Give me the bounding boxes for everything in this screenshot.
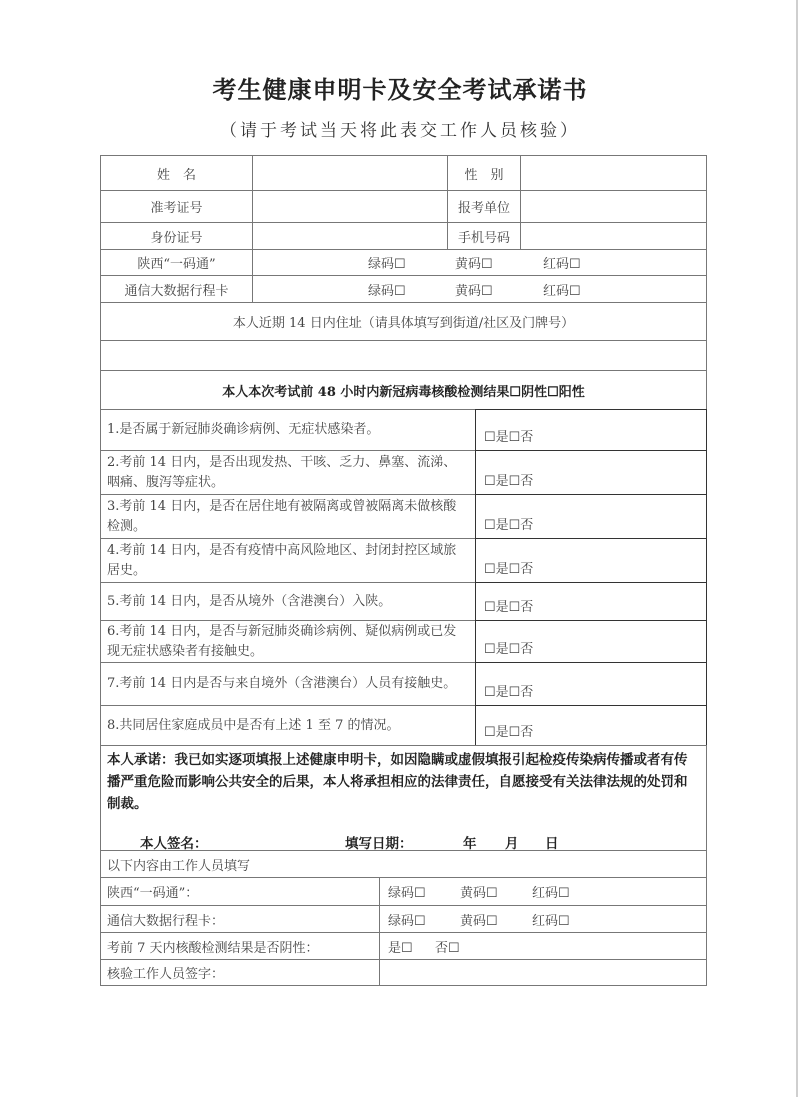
unit-field[interactable] (520, 190, 707, 223)
signature-label: 本人签名： (140, 836, 208, 852)
trip-card-label: 通信大数据行程卡 (100, 275, 253, 303)
question-text: 5.考前 14 日内，是否从境外（含港澳台）入陕。 (100, 582, 476, 621)
id-field[interactable] (252, 222, 448, 250)
question-text: 7.考前 14 日内是否与来自境外（含港澳台）人员有接触史。 (100, 662, 476, 706)
shaanxi-code-options (252, 249, 707, 276)
address-field[interactable] (100, 340, 707, 371)
staff-header: 以下内容由工作人员填写 (100, 850, 707, 878)
staff-yellow-checkbox[interactable]: 黄码☐ (460, 886, 498, 901)
page-subtitle: （请于考试当天将此表交工作人员核验） (220, 121, 580, 141)
date-label: 填写日期： (345, 836, 413, 852)
exam-no-field[interactable] (252, 190, 448, 223)
question-answer-checkbox[interactable]: ☐是☐否 (475, 450, 707, 495)
red-code-checkbox[interactable]: 红码☐ (543, 257, 581, 272)
question-text: 1.是否属于新冠肺炎确诊病例、无症状感染者。 (100, 409, 476, 451)
question-answer-checkbox[interactable]: ☐是☐否 (475, 705, 707, 746)
gender-label: 性 别 (447, 155, 521, 191)
question-answer-checkbox[interactable]: ☐是☐否 (475, 620, 707, 663)
verifier-label: 核验工作人员签字： (100, 959, 380, 986)
name-label: 姓 名 (100, 155, 253, 191)
question-answer-checkbox[interactable]: ☐是☐否 (475, 662, 707, 706)
staff-shaanxi-options (379, 877, 707, 906)
question-text: 2.考前 14 日内，是否出现发热、干咳、乏力、鼻塞、流涕、咽痛、腹泻等症状。 (100, 450, 476, 495)
question-text: 4.考前 14 日内，是否有疫情中高风险地区、封闭封控区域旅居史。 (100, 538, 476, 583)
staff-test-yes-checkbox[interactable]: 是☐ (388, 940, 413, 956)
staff-test-no-checkbox[interactable]: 否☐ (435, 940, 460, 956)
shaanxi-code-label: 陕西“一码通” (100, 249, 253, 276)
gender-field[interactable] (520, 155, 707, 191)
staff-green-checkbox[interactable]: 绿码☐ (388, 886, 426, 901)
question-text: 8.共同居住家庭成员中是否有上述 1 至 7 的情况。 (100, 705, 476, 746)
trip-card-options (252, 275, 707, 303)
page-title: 考生健康申明卡及安全考试承诺书 (212, 75, 588, 104)
question-text: 3.考前 14 日内，是否在居住地有被隔离或曾被隔离未做核酸检测。 (100, 494, 476, 539)
staff-trip-green-checkbox[interactable]: 绿码☐ (388, 913, 426, 929)
question-answer-checkbox[interactable]: ☐是☐否 (475, 538, 707, 583)
phone-field[interactable] (520, 222, 707, 250)
date-year: 年 (463, 836, 477, 852)
staff-red-checkbox[interactable]: 红码☐ (532, 886, 570, 901)
question-answer-checkbox[interactable]: ☐是☐否 (475, 494, 707, 539)
id-label: 身份证号 (100, 222, 253, 250)
pledge-text: 本人承诺：我已如实逐项填报上述健康申明卡，如因隐瞒或虚假填报引起检疫传染病传播或者有传播严重危险而影响公共安全的后果，本人将承担相应的法律责任，自愿接受有关法律法规的处罚和制裁。 (107, 752, 688, 812)
staff-trip-red-checkbox[interactable]: 红码☐ (532, 913, 570, 929)
trip-green-checkbox[interactable]: 绿码☐ (368, 283, 406, 299)
date-month: 月 (505, 836, 519, 852)
question-text: 6.考前 14 日内，是否与新冠肺炎确诊病例、疑似病例或已发现无症状感染者有接触史。 (100, 620, 476, 663)
staff-shaanxi-label: 陕西“一码通”： (100, 877, 380, 906)
page-edge (796, 0, 798, 1097)
staff-trip-label: 通信大数据行程卡： (100, 905, 380, 933)
nucleic-test-result[interactable]: 本人本次考试前 48 小时内新冠病毒核酸检测结果☐阴性☐阳性 (100, 370, 707, 410)
staff-test-label: 考前 7 天内核酸检测结果是否阴性： (100, 932, 380, 960)
trip-red-checkbox[interactable]: 红码☐ (543, 283, 581, 299)
staff-trip-yellow-checkbox[interactable]: 黄码☐ (460, 913, 498, 929)
verifier-signature-field[interactable] (379, 959, 707, 986)
unit-label: 报考单位 (447, 190, 521, 223)
staff-trip-options (379, 905, 707, 933)
question-answer-checkbox[interactable]: ☐是☐否 (475, 409, 707, 451)
date-day: 日 (545, 836, 559, 852)
exam-no-label: 准考证号 (100, 190, 253, 223)
yellow-code-checkbox[interactable]: 黄码☐ (455, 257, 493, 272)
address-label: 本人近期 14 日内住址（请具体填写到街道/社区及门牌号） (100, 302, 707, 341)
name-field[interactable] (252, 155, 448, 191)
staff-test-options (379, 932, 707, 960)
trip-yellow-checkbox[interactable]: 黄码☐ (455, 283, 493, 299)
green-code-checkbox[interactable]: 绿码☐ (368, 257, 406, 272)
phone-label: 手机号码 (447, 222, 521, 250)
question-answer-checkbox[interactable]: ☐是☐否 (475, 582, 707, 621)
